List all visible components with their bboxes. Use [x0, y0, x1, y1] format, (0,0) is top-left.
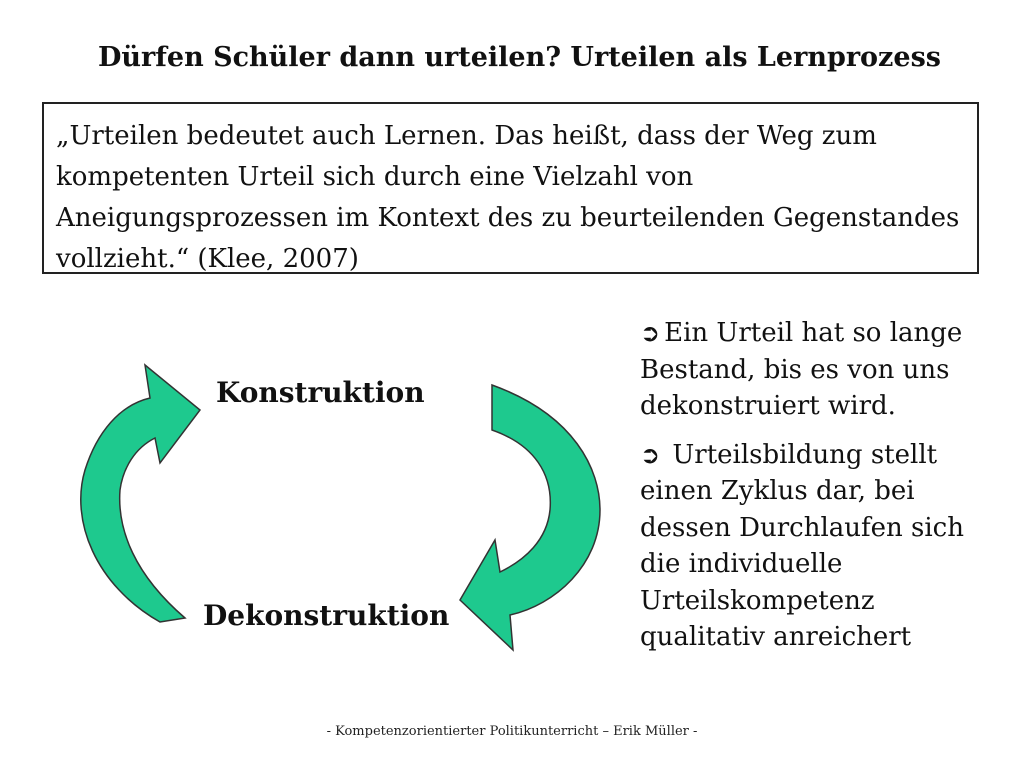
right-arrow-circle-icon: ➲	[640, 319, 661, 347]
quote-text: „Urteilen bedeutet auch Lernen. Das heißt, dass der Weg zum kompetenten Urteil sich durch eine Vielzahl von Aneigungsprozessen im Kontext des zu beurteilenden Gegenstandes vollzieht.“ (Klee, 2007)	[56, 121, 960, 274]
bullet-text: Urteilsbildung stellt einen Zyklus dar, bei dessen Durchlaufen sich die individuelle Urteilskompetenz qualitativ anreichert	[640, 439, 964, 652]
bullet-item	[640, 437, 1005, 656]
bullet-text: Ein Urteil hat so lange Bestand, bis es von uns dekonstruiert wird.	[640, 318, 963, 421]
bullet-list	[640, 315, 1005, 668]
right-arrow-circle-icon: ➲	[640, 440, 661, 469]
slide-footer: - Kompetenzorientierter Politikunterricht – Erik Müller -	[326, 724, 698, 739]
dekonstruktion-label: Dekonstruktion	[203, 599, 450, 632]
slide-title: Dürfen Schüler dann urteilen? Urteilen als Lernprozess	[98, 42, 941, 73]
konstruktion-label: Konstruktion	[216, 376, 425, 409]
quote-box	[42, 102, 979, 274]
left-curved-arrow-icon	[81, 365, 200, 622]
right-curved-arrow-icon	[460, 385, 600, 650]
bullet-item	[640, 315, 1005, 425]
